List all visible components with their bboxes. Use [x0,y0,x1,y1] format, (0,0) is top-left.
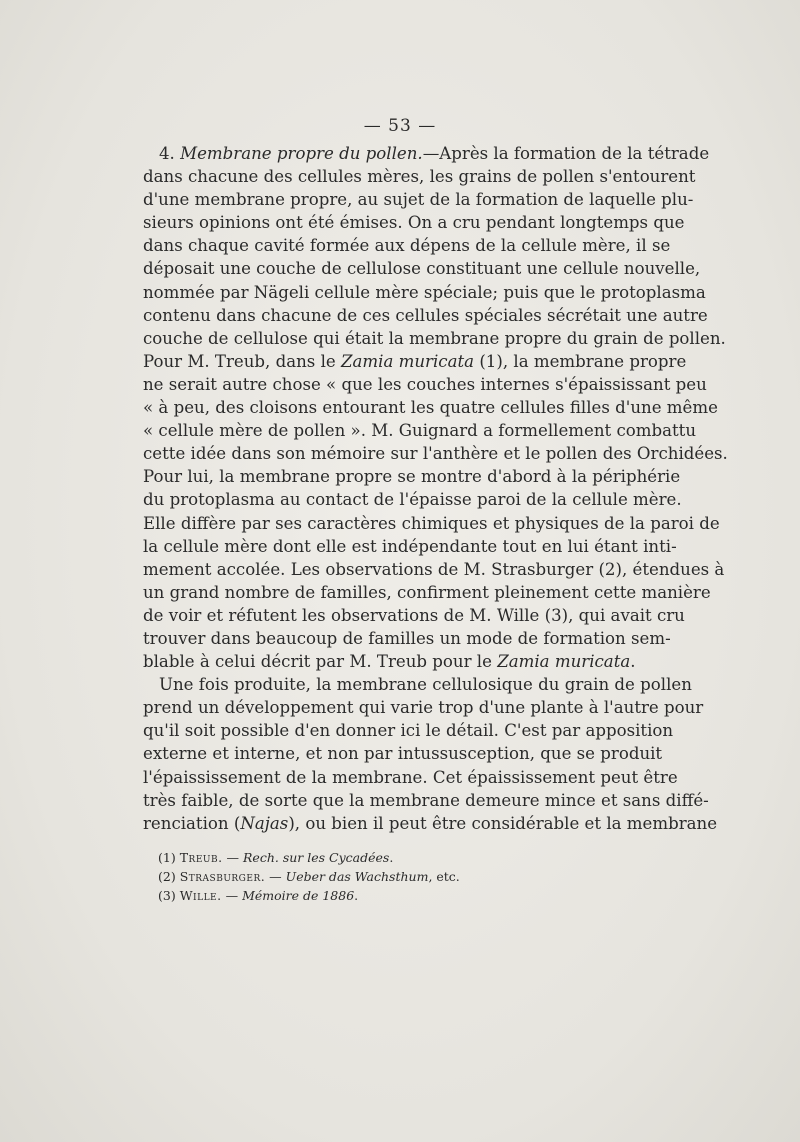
footnote-author: Strasburger. [179,869,266,884]
paragraph1-line: d'une membrane propre, au sujet de la formation de laquelle plu- [143,190,694,210]
paragraph2-line: l'épaississement de la membrane. Cet épaississement peut être [143,767,678,787]
footnote: (2) Strasburger. — Ueber das Wachsthum, etc. [158,869,460,884]
paragraph1-line: Elle diffère par ses caractères chimiques et physiques de la paroi de [143,513,720,533]
paragraph1-line: cette idée dans son mémoire sur l'anthère et le pollen des Orchidées. [143,444,728,464]
paragraph2-line: externe et interne, et non par intussusception, que se produit [143,744,663,764]
body-text [143,142,728,835]
section-title: Membrane propre du pollen. [180,144,423,163]
footnote: (1) Treub. — Rech. sur les Cycadées. [158,850,394,865]
genus-name: Najas [240,813,289,833]
paragraph1-line: la cellule mère dont elle est indépendante tout en lui étant inti- [143,536,677,556]
species-name: Zamia muricata [497,652,631,672]
footnote-work: Mémoire de 1886 [242,888,355,903]
paragraph1-line: Pour M. Treub, dans le Zamia muricata (1), la membrane propre [143,351,687,371]
footnote-author: Treub. [179,850,223,865]
paragraph2-line: Une fois produite, la membrane cellulosique du grain de pollen [159,675,692,695]
footnote-work: Rech. sur les Cycadées [243,850,390,865]
paragraph2-line: très faible, de sorte que la membrane demeure mince et sans diffé- [143,790,709,810]
paragraph1-line: déposait une couche de cellulose constituant une cellule nouvelle, [143,259,701,279]
paragraph1-line: « cellule mère de pollen ». M. Guignard a formellement combattu [143,421,697,441]
paragraph1-line: de voir et réfutent les observations de M. Wille (3), qui avait cru [143,605,685,625]
paragraph1-line: dans chaque cavité formée aux dépens de la cellule mère, il se [143,236,671,256]
paragraph1-line: ne serait autre chose « que les couches internes s'épaississant peu [143,374,707,394]
section-number: 4. [159,144,175,163]
paragraph1-line: blable à celui décrit par M. Treub pour le Zamia muricata. [143,652,636,672]
footnote-author: Wille. [179,888,222,903]
paragraph1-line: mement accolée. Les observations de M. Strasburger (2), étendues à [143,559,725,579]
paragraph1-line: 4. Membrane propre du pollen.—Après la formation de la tétrade [159,144,710,163]
species-name: Zamia muricata [341,351,475,371]
paragraph1-line: trouver dans beaucoup de familles un mode de formation sem- [143,628,671,648]
page-number: — 53 — [363,116,437,136]
paragraph1-line: un grand nombre de familles, confirment pleinement cette manière [143,582,711,602]
paragraph1-line: Pour lui, la membrane propre se montre d'abord à la périphérie [143,467,681,487]
paragraph2-line: renciation (Najas), ou bien il peut être considérable et la membrane [143,813,718,833]
paragraph1-line: contenu dans chacune de ces cellules spéciales sécrétait une autre [143,305,708,325]
footnote: (3) Wille. — Mémoire de 1886. [158,888,359,903]
footnote-work: Ueber das Wachsthum [285,869,429,884]
paragraph1-line: « à peu, des cloisons entourant les quatre cellules filles d'une même [143,398,718,418]
paragraph1-line: sieurs opinions ont été émises. On a cru pendant longtemps que [143,213,685,233]
footnotes [158,848,588,905]
paragraph1-line: du protoplasma au contact de l'épaisse paroi de la cellule mère. [143,490,682,510]
paragraph1-line: dans chacune des cellules mères, les grains de pollen s'entourent [143,167,696,187]
paragraph2-line: qu'il soit possible d'en donner ici le détail. C'est par apposition [143,721,674,741]
paragraph2-line: prend un développement qui varie trop d'une plante à l'autre pour [143,698,704,718]
paragraph1-line: nommée par Nägeli cellule mère spéciale; puis que le protoplasma [143,282,706,302]
paragraph1-line: couche de cellulose qui était la membrane propre du grain de pollen. [143,328,726,348]
